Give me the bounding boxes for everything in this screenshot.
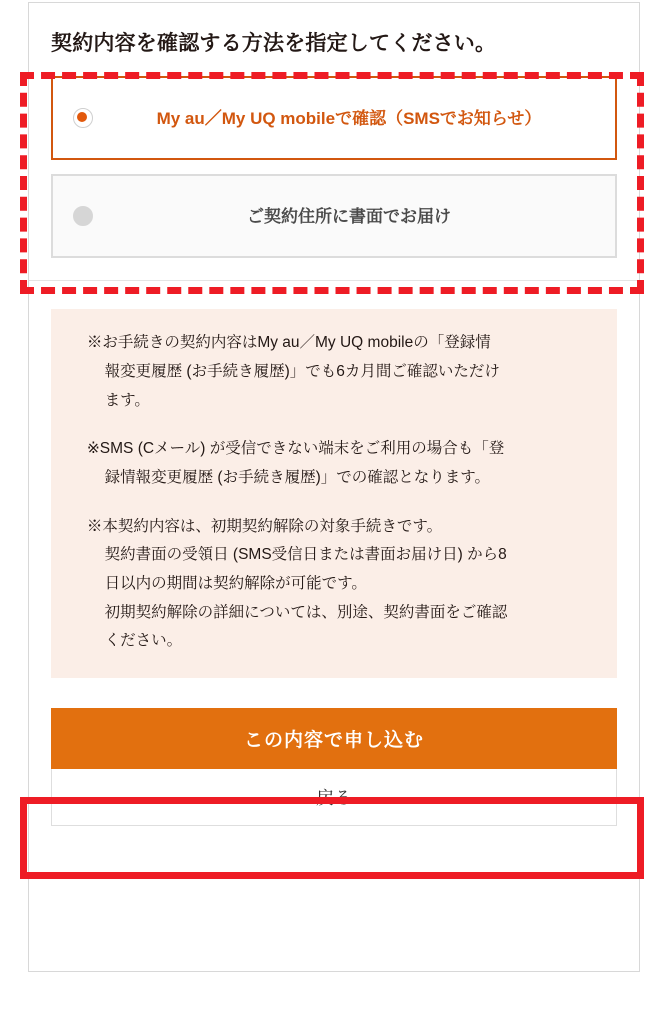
button-area <box>51 708 617 852</box>
note-line: ※本契約内容は、初期契約解除の対象手続きです。 <box>86 517 443 535</box>
submit-application-button[interactable]: この内容で申し込む <box>51 708 617 769</box>
back-button[interactable]: 戻る <box>51 769 617 826</box>
page-content <box>29 3 639 852</box>
note-item <box>69 435 599 492</box>
note-line: ※SMS (Cメール) が受信できない端末をご利用の場合も「登 <box>86 440 505 458</box>
radio-unselected-icon[interactable] <box>73 206 93 226</box>
note-item <box>69 329 599 415</box>
radio-option-my-au-sms[interactable] <box>51 76 617 160</box>
radio-option-postal-mail[interactable] <box>51 174 617 258</box>
note-line: 初期契約解除の詳細については、別途、契約書面をご確認 <box>104 603 508 621</box>
note-line: 契約書面の受領日 (SMS受信日または書面お届け日) から8 <box>104 546 507 564</box>
note-line: 報変更履歴 (お手続き履歴)」でも6カ月間ご確認いただけ <box>104 363 500 381</box>
radio-selected-icon[interactable] <box>73 108 93 128</box>
confirm-method-radio-group <box>51 76 617 258</box>
note-item <box>69 513 599 656</box>
radio-option-label: My au／My UQ mobileで確認（SMSでお知らせ） <box>156 108 542 128</box>
notes-panel <box>51 309 617 678</box>
radio-option-label: ご契約住所に書面でお届け <box>247 206 451 226</box>
note-line: ください。 <box>104 632 183 650</box>
page-title: 契約内容を確認する方法を指定してください。 <box>51 32 497 55</box>
note-line: ※お手続きの契約内容はMy au／My UQ mobileの「登録情 <box>86 334 491 352</box>
note-line: 録情報変更履歴 (お手続き履歴)」での確認となります。 <box>104 469 491 487</box>
section-divider <box>29 280 639 281</box>
note-line: ます。 <box>104 391 150 409</box>
note-line: 日以内の期間は契約解除が可能です。 <box>104 575 367 593</box>
